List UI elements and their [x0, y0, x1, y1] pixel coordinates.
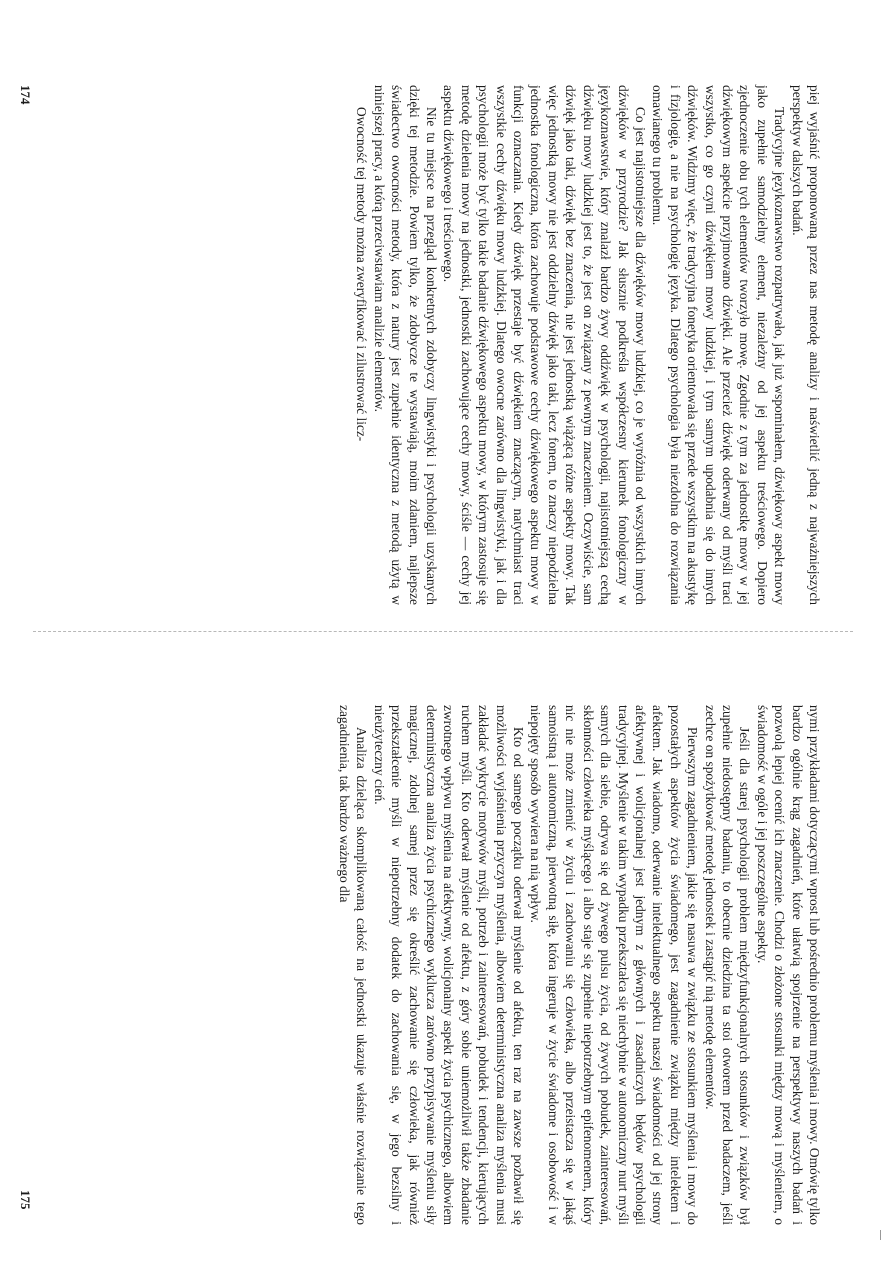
- left-page-number: 174: [18, 85, 33, 105]
- paragraph: Owocność tej metody można zweryfikować i zilustrować licz-: [354, 107, 370, 442]
- paragraph: Pierwszym zagadnieniem, jakie się nasuwa w związku ze stosunkiem myślenia i mowy do pozostałych aspektów życia świadomego, jest zagadnienie związku między intelektem i afektem. Jak wiadomo, oderwanie intelektualnego aspektu naszej świadomości od jej strony afektywnej i wolicjonalnej jest jednym z głównych i zasadniczych błędów psychologii tradycyjnej. Myślenie w takim wypadku przekształca się niechybnie w autonomiczny nurt myśli samych dla siebie, odrywa się od żywego pulsu życia, od żywych pobudek, zainteresowań, skłonności człowieka myślącego i albo staje się zupełnie niepotrzebnym epifenomenem, który nic nie może zmienić w życiu i zachowaniu się człowieka, albo przeistacza się w jakąś samoistną i autonomiczną, pierwotną siłę, która ingeruje w życie świadome i osobowość i w niepojęty sposób wywiera na nią wpływ.: [528, 705, 701, 1225]
- right-page-text: [336, 705, 823, 1225]
- edge-mark: [880, 1230, 881, 1240]
- right-page-number: 175: [18, 1190, 33, 1210]
- paragraph: Tradycyjne językoznawstwo rozpatrywało, jak już wspominałem, dźwiękowy aspekt mowy jako zupełnie samodzielny element, niezależny od jej aspektu treściowego. Dopiero zjednoczenie obu tych elementów tworzyło mowę. Zgodnie z tym za jednostkę mowy w jej dźwiękowym aspekcie przyjmowano dźwięki. Ale przecież dźwięk oderwany od myśli traci wszystko, co go czyni dźwiękiem mowy ludzkiej, i tym samym upodabnia się do innych dźwięków. Widzimy więc, że tradycyjna fonetyka orientowała się przede wszystkim na akustykę i fizjologię, a nie na psychologię języka. Dlatego psychologia była niezdolna do rozwiązania omawianego tu problemu.: [650, 85, 788, 605]
- paragraph: Analiza dzieląca skomplikowaną całość na jednostki ukazuje właśnie rozwiązanie tego zagadnienia, tak bardzo ważnego dla: [337, 705, 370, 1225]
- left-page: [23, 85, 823, 605]
- paragraph: piej wyjaśnić proponowaną przez nas metodę analizy i naświetlić jedną z najważniejszych perspektyw dalszych badań.: [789, 85, 822, 605]
- paragraph: Nie tu miejsce na przegląd konkretnych zdobyczy lingwistyki i psychologii uzyskanych dzięki tej metodzie. Powiem tylko, że zdobycze te wystawiają, moim zdaniem, najlepsze świadectwo owocności metody, która z natury jest zupełnie identyczna z metodą użytą w niniejszej pracy, a którą przeciwstawiam analizie elementów.: [371, 85, 440, 605]
- right-page: [23, 705, 823, 1225]
- paragraph: nymi przykładami dotyczącymi wprost lub pośrednio problemu myślenia i mowy. Omówię tylko bardzo ogólnie krąg zagadnień, które ułatwią spojrzenie na perspektywy naszych badań i pozwolą lepiej ocenić ich znaczenie. Chodzi o złożone stosunki między mową i myśleniem, o świadomość w ogóle i jej poszczególne aspekty.: [754, 705, 822, 1225]
- page-fold: [33, 631, 853, 632]
- paragraph: Co jest najistotniejsze dla dźwięków mowy ludzkiej, co je wyróżnia od wszystkich innych dźwięków w przyrodzie? Jak słusznie podkreśla współczesny kierunek fonologiczny w językoznawstwie, który znalazł bardzo żywy oddźwięk w psychologii, najistotniejszą cechą dźwięku mowy ludzkiej jest to, że jest on związany z pewnym znaczeniem. Oczywiście, sam dźwięk jako taki, dźwięk bez znaczenia, nie jest jednostką wiążącą różne aspekty mowy. Tak więc jednostką mowy nie jest oddzielny dźwięk jako taki, lecz fonem, to znaczy niepodzielna jednostka fonologiczna, która zachowuje podstawowe cechy dźwiękowego aspektu mowy w funkcji oznaczania. Kiedy dźwięk przestaje być dźwiękiem znaczącym, natychmiast traci wszystkie cechy dźwięku mowy ludzkiej. Dlatego owocne zarówno dla lingwistyki, jak i dla psychologii może być tylko takie badanie dźwiękowego aspektu mowy, w którym zastosuje się metodę dzielenia mowy na jednostki, jednostki zachowujące cechy mowy, ściśle — cechy jej aspektu dźwiękowego i treściowego.: [441, 85, 648, 605]
- paragraph: Kto od samego początku oderwał myślenie od afektu, ten raz na zawsze pozbawił się możliwości wyjaśnienia przyczyn myślenia, albowiem deterministyczna analiza myślenia musi zakładać wykrycie motywów myśli, potrzeb i zainteresowań, pobudek i tendencji, kierujących ruchem myśli. Kto oderwał myślenie od afektu, z góry sobie uniemożliwił także zbadanie zwrotnego wpływu myślenia na afektywny, wolicjonalny aspekt życia psychicznego, albowiem deterministyczna analiza życia psychicznego wyklucza zarówno przypisywanie myśleniu siły magicznej, zdolnej samej przez się określić zachowanie się człowieka, jak również przekształcenie myśli w niepotrzebny dodatek do zachowania się, w jego bezsilny i nieużyteczny cień.: [371, 705, 527, 1225]
- left-page-text: [353, 85, 823, 605]
- paragraph: Jeśli dla starej psychologii problem międzyfunkcjonalnych stosunków i związków był zupełnie niedostępny badaniu, to obecnie dziedzina ta stoi otworem przed badaczem, jeśli zechce on spożytkować metodę jednostek i zastąpić nią metodę elementów.: [702, 705, 753, 1225]
